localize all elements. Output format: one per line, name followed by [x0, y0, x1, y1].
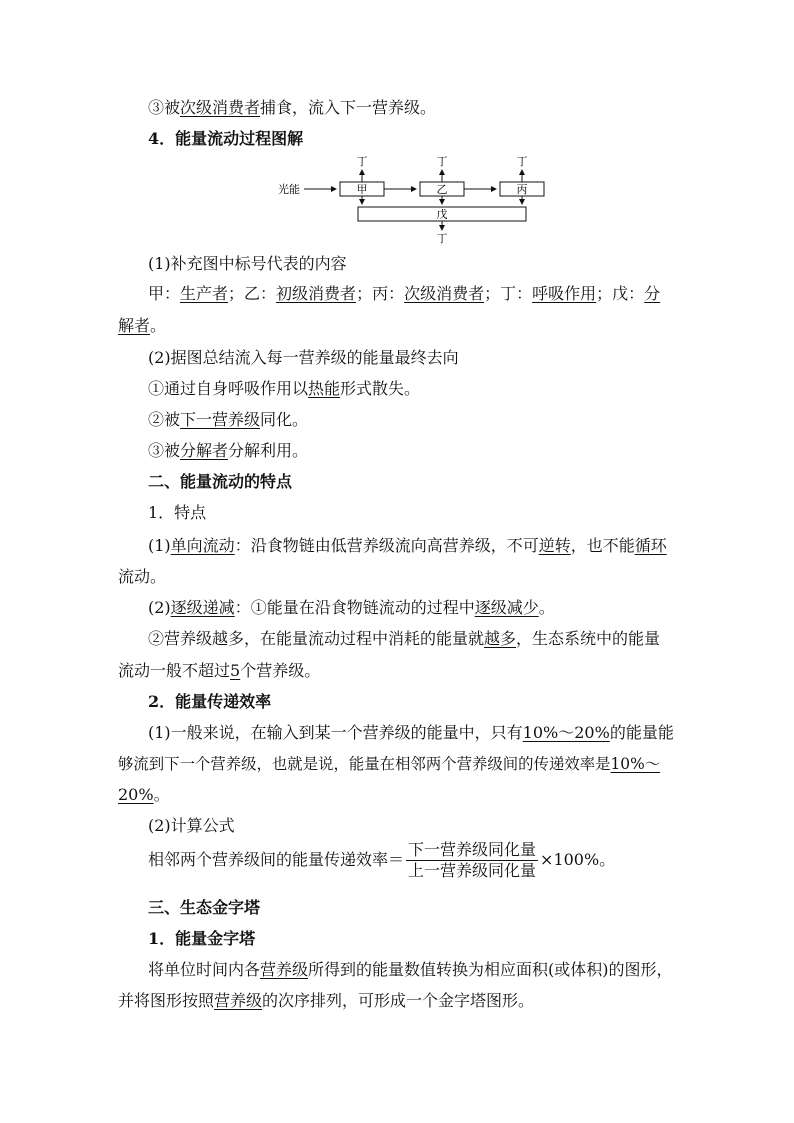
- paragraph-line: [148, 598, 555, 618]
- paragraph-line: [148, 960, 673, 980]
- underlined-answer: 分: [644, 284, 661, 303]
- paragraph-line: [148, 410, 308, 430]
- text: ：①能量在沿食物链流动的过程中: [234, 598, 475, 617]
- energy-flow-diagram: [278, 152, 548, 244]
- answer-line: [148, 284, 660, 304]
- text: 。: [153, 785, 170, 804]
- text: ①通过自身呼吸作用以: [148, 379, 309, 398]
- text: (1)一般来说，在输入到某一个营养级的能量中，只有: [148, 723, 523, 742]
- underlined-answer: 次级消费者: [404, 284, 485, 303]
- underlined-answer: 5: [230, 661, 241, 680]
- paragraph-line: 流动。: [118, 567, 167, 586]
- underlined-answer: 热能: [308, 379, 341, 398]
- text: ；丁：: [484, 284, 533, 303]
- paragraph-line: [118, 661, 320, 681]
- fraction: [406, 840, 538, 881]
- bottom-label: 丁: [436, 232, 448, 244]
- text: ③被: [148, 441, 181, 460]
- text: 捕食，流入下一营养级。: [260, 98, 437, 117]
- subheading: 2．能量传递效率: [148, 692, 272, 711]
- underlined-answer: 逐级减少: [474, 598, 539, 617]
- underlined-answer: 生产者: [180, 284, 229, 303]
- formula-rhs: ×100%。: [540, 850, 616, 869]
- underlined-answer: 次级消费者: [180, 98, 261, 117]
- text: 将单位时间内各: [148, 960, 261, 979]
- section-heading: 三、生态金字塔: [148, 898, 261, 917]
- paragraph-line: [148, 379, 420, 399]
- text: ②营养级越多，在能量流动过程中消耗的能量就: [148, 629, 485, 648]
- paragraph-line: [148, 629, 660, 649]
- question: (2)据图总结流入每一营养级的能量最终去向: [148, 348, 459, 367]
- text: 够流到下一个营养级，也就是说，能量在相邻两个营养级间的传递效率是: [118, 755, 611, 773]
- text: 形式散失。: [340, 379, 421, 398]
- text: ，也不能: [570, 536, 635, 555]
- subheading: (2)计算公式: [148, 816, 235, 835]
- top-label: 丁: [516, 155, 528, 168]
- light-label: 光能: [278, 183, 300, 196]
- top-label: 丁: [436, 155, 448, 168]
- subheading: 1．能量金字塔: [148, 929, 256, 948]
- text: ，生态系统中的能量: [516, 629, 661, 648]
- text: ②被: [148, 410, 181, 429]
- text: ③被: [148, 98, 181, 117]
- underlined-answer: 下一营养级: [180, 410, 261, 429]
- paragraph-line: [118, 785, 170, 805]
- text: ；丙：: [356, 284, 405, 303]
- denominator: 上一营养级同化量: [408, 861, 537, 880]
- underlined-answer: 呼吸作用: [532, 284, 597, 303]
- underlined-answer: 营养级: [260, 960, 309, 979]
- numerator: 下一营养级同化量: [408, 840, 537, 859]
- subheading: 1．特点: [148, 503, 207, 522]
- text: 个营养级。: [240, 661, 321, 680]
- formula-lhs: 相邻两个营养级间的能量传递效率＝: [148, 850, 405, 869]
- paragraph-line: [148, 98, 436, 118]
- text: 分解利用。: [228, 441, 309, 460]
- box-label: 丙: [516, 183, 528, 196]
- underlined-answer: 循环: [634, 536, 667, 555]
- underlined-answer: 营养级: [214, 991, 263, 1010]
- text: (1): [148, 536, 171, 555]
- underlined-answer: 逐级递减: [170, 598, 235, 617]
- text: 。: [538, 598, 555, 617]
- section-heading: 二、能量流动的特点: [148, 472, 293, 491]
- underlined-answer: 解者: [118, 316, 151, 335]
- paragraph-line: [148, 723, 674, 743]
- underlined-answer: 单向流动: [170, 536, 235, 555]
- paragraph-line: [148, 536, 667, 556]
- text: 同化。: [260, 410, 309, 429]
- text: ；乙：: [228, 284, 277, 303]
- text: 所得到的能量数值转换为相应面积(或体积)的图形，: [308, 960, 673, 979]
- box-label: 乙: [436, 183, 448, 196]
- text: 。: [150, 316, 167, 335]
- top-label: 丁: [356, 155, 368, 168]
- underlined-answer: 初级消费者: [276, 284, 357, 303]
- text: ；戊：: [596, 284, 645, 303]
- paragraph-line: [148, 441, 308, 461]
- text: (2): [148, 598, 171, 617]
- question: (1)补充图中标号代表的内容: [148, 254, 347, 273]
- text: 并将图形按照: [118, 991, 215, 1010]
- underlined-answer: 逆转: [538, 536, 571, 555]
- efficiency-formula: [148, 840, 615, 881]
- underlined-answer: 越多: [484, 629, 517, 648]
- text: 流动一般不超过: [118, 661, 231, 680]
- underlined-answer: 20%: [118, 785, 154, 804]
- answer-line: [118, 316, 166, 336]
- paragraph-line: [118, 991, 534, 1011]
- underlined-answer: 10%～: [610, 755, 661, 773]
- heading: 4．能量流动过程图解: [148, 129, 304, 148]
- text: 的次序排列，可形成一个金字塔图形。: [262, 991, 535, 1010]
- text: 的能量能: [609, 723, 674, 742]
- box-label: 戊: [436, 208, 448, 221]
- text: 甲：: [148, 284, 181, 303]
- underlined-answer: 分解者: [180, 441, 229, 460]
- underlined-answer: 10%～20%: [522, 723, 610, 742]
- paragraph-line: [118, 754, 660, 774]
- text: ：沿食物链由低营养级流向高营养级，不可: [234, 536, 539, 555]
- box-label: 甲: [356, 183, 368, 196]
